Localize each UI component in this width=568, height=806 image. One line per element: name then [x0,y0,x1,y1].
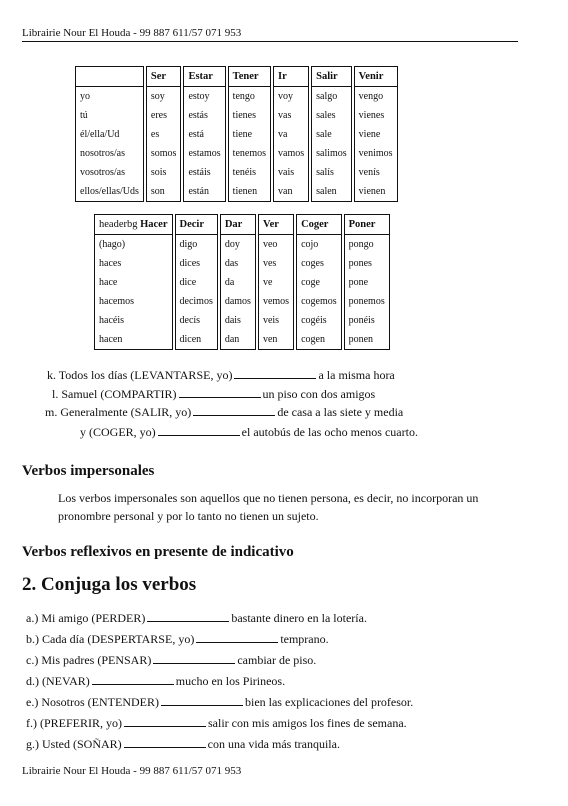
table-cell: salen [311,182,352,202]
table-row [75,106,398,125]
table-cell: estamos [183,144,225,163]
exercise-line [47,368,395,383]
impersonales-paragraph: Los verbos impersonales son aquellos que no tienen persona, es decir, no incorporan un pronombre personal y por lo tanto no tienen un sujeto. [58,491,479,523]
table-row [75,182,398,202]
answer-blank [179,387,261,398]
table-cell: estás [183,106,225,125]
table-cell: tienes [228,106,271,125]
table-cell: coge [296,273,342,292]
table-cell: tienen [228,182,271,202]
table-cell: pones [344,254,390,273]
table-cell: sales [311,106,352,125]
header-label: Poner [348,219,376,230]
table-header-cell: Salir [311,66,352,87]
exercise-continuation: temprano. [280,632,329,646]
exercise-line [26,632,329,647]
table-header-cell [220,214,256,235]
table-header-cell [344,214,390,235]
answer-blank [124,716,206,727]
header-label: Coger [301,219,329,230]
answer-blank [124,737,206,748]
table-cell: hacemos [94,292,173,311]
table-cell: doy [220,235,256,254]
table-cell: nosotros/as [75,144,144,163]
exercise-label: m. [45,405,58,419]
table-cell: ves [258,254,294,273]
exercise-line [52,387,375,402]
table-cell: sale [311,125,352,144]
exercise-continuation: cambiar de piso. [237,653,317,667]
table-cell: salís [311,163,352,182]
table-cell: hace [94,273,173,292]
table-cell: yo [75,87,144,106]
table-header-cell [94,214,173,235]
answer-blank [92,674,174,685]
table-cell: ponen [344,330,390,350]
table-cell: pongo [344,235,390,254]
table-cell: estáis [183,163,225,182]
table-cell: cogemos [296,292,342,311]
table-cell: ponemos [344,292,390,311]
header-label: Decir [179,219,204,230]
exercise-line [26,737,340,752]
header-corner-prefix: headerbg [99,219,138,230]
table-row [94,273,390,292]
answer-blank [147,611,229,622]
conjugation-table-1 [73,66,400,202]
table-cell: dice [175,273,218,292]
table-cell: salgo [311,87,352,106]
table-header-cell [258,214,294,235]
table-cell: tenéis [228,163,271,182]
answer-blank [234,368,316,379]
table-cell: dais [220,311,256,330]
table-cell: (hago) [94,235,173,254]
table-cell: ven [258,330,294,350]
exercise-continuation: a la misma hora [318,368,395,382]
exercise-continuation: con una vida más tranquila. [207,737,340,751]
exercise-label: k. [47,368,56,382]
table-header-cell: Estar [183,66,225,87]
exercise-line [80,425,418,440]
exercise-label: l. [52,387,59,401]
header-label: Dar [224,219,243,230]
table-cell: voy [273,87,309,106]
header-label: Ver [262,219,279,230]
table-row [94,330,390,350]
answer-blank [193,405,275,416]
exercise-prompt: Generalmente (SALIR, yo) [60,405,192,419]
table-cell: veo [258,235,294,254]
answer-blank [161,695,243,706]
table-cell: tengo [228,87,271,106]
exercise-continuation: un piso con dos amigos [262,387,376,401]
table-row [94,235,390,254]
table-cell: venimos [354,144,398,163]
table-cell: cojo [296,235,342,254]
table-cell: vienen [354,182,398,202]
table-cell: va [273,125,309,144]
exercise-line [26,653,316,668]
page-footer: Librairie Nour El Houda - 99 887 611/57 071 953 [22,765,242,777]
table-row [75,87,398,106]
table-cell: estoy [183,87,225,106]
exercise-prompt: (NEVAR) [42,674,90,688]
table-cell: cogen [296,330,342,350]
exercise-prompt: Mi amigo (PERDER) [41,611,146,625]
section-title-reflexivos: Verbos reflexivos en presente de indicativo [22,544,294,560]
table-cell: haces [94,254,173,273]
table-cell: decís [175,311,218,330]
table-cell: vengo [354,87,398,106]
table-row [94,254,390,273]
table-cell: ve [258,273,294,292]
table-cell: tenemos [228,144,271,163]
table-cell: están [183,182,225,202]
exercise-prompt: Usted (SOÑAR) [42,737,122,751]
exercise-continuation: salir con mis amigos los fines de semana. [208,716,407,730]
exercise-continuation: de casa a las siete y media [277,405,404,419]
exercise-label: e.) [26,695,39,709]
table-cell: venís [354,163,398,182]
table-cell: van [273,182,309,202]
table-cell: veis [258,311,294,330]
header-label: Hacer [140,219,168,230]
exercise-prompt: Samuel (COMPARTIR) [61,387,177,401]
table-header-cell: Ser [146,66,182,87]
table-row [75,163,398,182]
table-header-cell: Ir [273,66,309,87]
table-cell: vienes [354,106,398,125]
answer-blank [196,632,278,643]
table-cell: pone [344,273,390,292]
table-cell: vosotros/as [75,163,144,182]
table-row [94,292,390,311]
exercise-prompt: y (COGER, yo) [80,425,156,439]
table-cell: da [220,273,256,292]
table-cell: está [183,125,225,144]
exercise-continuation: el autobús de las ocho menos cuarto. [241,425,418,439]
table-header-cell: Tener [228,66,271,87]
exercise-continuation: mucho en los Pirineos. [175,674,286,688]
table-cell: ellos/ellas/Uds [75,182,144,202]
table-cell: digo [175,235,218,254]
exercise-label: g.) [26,737,39,751]
exercise-line [26,695,413,710]
table-cell: ponéis [344,311,390,330]
exercise-line [45,405,403,420]
exercise-label: d.) [26,674,39,688]
table-cell: hacéis [94,311,173,330]
table-cell: hacen [94,330,173,350]
table-header-cell: Venir [354,66,398,87]
table-cell: dicen [175,330,218,350]
table-cell: él/ella/Ud [75,125,144,144]
exercise-label: a.) [26,611,39,625]
table-cell: dices [175,254,218,273]
exercise-continuation: bastante dinero en la lotería. [231,611,367,625]
exercise-continuation: bien las explicaciones del profesor. [244,695,414,709]
section-title-impersonales: Verbos impersonales [22,463,155,479]
exercise-line [26,611,367,626]
table-row [75,144,398,163]
table-cell: es [146,125,182,144]
table-cell: salimos [311,144,352,163]
table-cell: tú [75,106,144,125]
table-cell: vas [273,106,309,125]
table-cell: decimos [175,292,218,311]
answer-blank [158,425,240,436]
table-cell: vemos [258,292,294,311]
exercise-label: f.) [26,716,37,730]
table-cell: eres [146,106,182,125]
exercise-line [26,716,407,731]
conjugation-table-2 [92,214,392,350]
table-cell: tiene [228,125,271,144]
table-header-cell [75,66,144,87]
exercise-prompt: Cada día (DESPERTARSE, yo) [42,632,195,646]
table-cell: vamos [273,144,309,163]
table-cell: dan [220,330,256,350]
answer-blank [153,653,235,664]
page-header: Librairie Nour El Houda - 99 887 611/57 071 953 [22,27,518,42]
exercise-line [26,674,285,689]
table-cell: soy [146,87,182,106]
table-cell: das [220,254,256,273]
table-cell: somos [146,144,182,163]
exercise-prompt: (PREFERIR, yo) [40,716,123,730]
table-cell: viene [354,125,398,144]
exercise-prompt: Todos los días (LEVANTARSE, yo) [58,368,233,382]
exercise-label: b.) [26,632,39,646]
table-cell: sois [146,163,182,182]
table-cell: cogéis [296,311,342,330]
table-cell: damos [220,292,256,311]
table-cell: coges [296,254,342,273]
table-cell: vais [273,163,309,182]
exercise-prompt: Mis padres (PENSAR) [41,653,152,667]
table-cell: son [146,182,182,202]
section-title-conjuga: 2. Conjuga los verbos [22,574,197,595]
exercise-prompt: Nosotros (ENTENDER) [41,695,159,709]
table-row [75,125,398,144]
exercise-label: c.) [26,653,39,667]
table-header-cell [296,214,342,235]
table-header-cell [175,214,218,235]
table-row [94,311,390,330]
